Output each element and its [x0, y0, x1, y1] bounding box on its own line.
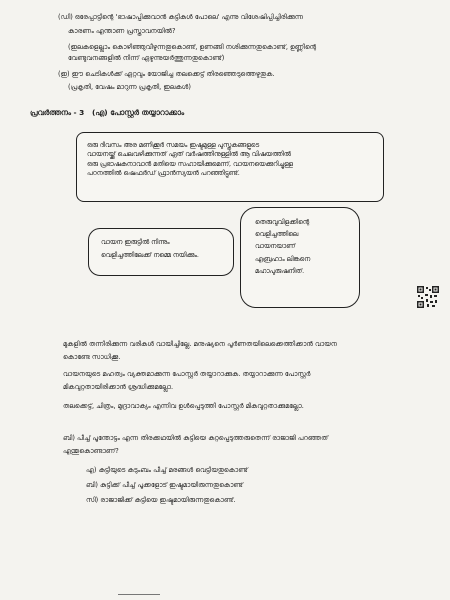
- question-d-options: (പ്രകൃതി, വേഷം മാറുന്ന പ്രകൃതി, ഇലകൾ): [68, 83, 191, 91]
- quote-left-line: വെളിച്ചത്തിലേക്ക് നമ്മെ നയിക്കും.: [101, 251, 199, 260]
- quote-box-main: [76, 132, 384, 202]
- quote-main-line: ഒരു ദിവസം അര മണിക്കൂർ സമയം ഇഷ്ടമുള്ള പുസ്തകങ്ങളുടെ: [87, 141, 260, 149]
- question-c: (ഡി) ഒരേപ്പാട്ടിന്റെ 'ഭാഷാപ്പിക്കുവാൻ കുട്ടികൾ പോലെ' എന്നു വിശേഷിപ്പിച്ചിരിക്കുന്ന: [58, 13, 304, 21]
- question-b: ബി) പീച്ച് പൂന്തോട്ടം എന്ന തിരക്കഥയിൽ കുട്ടിയെ കുറ്റപ്പെടുത്തരുതെന്ന് രാജാജി പറഞ്ഞത്: [63, 434, 329, 442]
- question-c-options: (ഇലകളെല്ലാം കൊഴിഞ്ഞുവീഴുന്നതുകൊണ്ട്, ഉണങ്ങി നശിക്കുന്നതുകൊണ്ട്, ഉണ്ണിന്റെ: [68, 43, 317, 51]
- question-c-line2: കാരണം എന്താണ പ്രസ്താവനയിൽ?: [68, 27, 176, 35]
- activity-heading: [30, 108, 184, 117]
- body-paragraph-1: മുകളിൽ തന്നിരിക്കുന്ന വരികൾ വായിച്ചില്ലേ. മനുഷ്യനെ പൂർണതയിലെക്കെത്തിക്കാൻ വായന: [63, 340, 338, 348]
- quote-right-line: വായനയാണ്: [255, 242, 296, 251]
- body-paragraph-1-line2: കൊണ്ടേ സാധിക്കൂ.: [63, 353, 121, 361]
- quote-right-line: വെളിച്ചത്തിലെ: [255, 230, 299, 239]
- question-b-option-c: സി) രാജാജിക്ക് കുട്ടിയെ ഇഷ്ടമായിരുന്നതുകൊണ്ട്.: [86, 496, 236, 504]
- body-paragraph-2: വായനയുടെ മഹത്വം വ്യക്തമാക്കുന്ന പോസ്റ്റർ തയ്യാറാക്കുക. തയ്യാറാക്കുന്ന പോസ്റ്റർ: [63, 370, 311, 378]
- activity-label: പ്രവർത്തനം - 3: [30, 108, 85, 117]
- quote-main-line: ഒരു പ്രഭാഷകനാവാൻ മതിയെ സഹായിക്കുമെന്ന്, വായനയെക്കുറിച്ചുള്ള: [87, 159, 293, 168]
- body-paragraph-2-line2: മികവുറ്റതായിരിക്കാൻ ശ്രദ്ധിക്കുമല്ലോ.: [63, 383, 174, 391]
- question-b-option-b: ബി) കുട്ടിക്ക് പീച്ച് പൂക്കളോട് ഇഷ്ടമായിരുന്നതുകൊണ്ട്: [86, 481, 243, 489]
- activity-title: (എ) പോസ്റ്റർ തയ്യാറാക്കാം: [92, 108, 185, 117]
- question-d: (ഇ) ഈ ചെടികൾക്ക് ഏറ്റവും യോജിച്ച തലക്കെട്ട് തിരഞ്ഞെടുത്തെഴുതുക.: [58, 70, 275, 78]
- body-paragraph-3: തലക്കെട്ട്, ചിത്രം, മുദ്രാവാക്യം എന്നിവ ഉൾപ്പെടുത്തി പോസ്റ്റർ മികവുറ്റതാക്കുമല്ലോ.: [63, 402, 304, 410]
- quote-left-line: വായന ഇരുട്ടിൽ നിന്നും: [101, 238, 170, 246]
- quote-main-line: പഠനത്തിൽ ഷെഫർഡ് ഫ്രാൻസ്യയൻ പറഞ്ഞിട്ടുണ്ട്.: [87, 168, 240, 177]
- quote-box-right: [240, 207, 360, 308]
- quote-right-line: എബ്രഹാം ലിങ്കനെ: [255, 254, 311, 263]
- question-c-options-line2: വേണ്ടുവനങ്ങളിൽ നിന്ന് ഏഴുന്നുയർത്തുന്നതുകൊണ്ട്): [68, 54, 225, 62]
- qr-code-icon: [417, 286, 439, 308]
- question-b-option-a: എ) കുട്ടിയുടെ കുടുംബം പീച്ച് മരങ്ങൾ വെട്ടിയതുകൊണ്ട്: [86, 466, 248, 474]
- quote-main-line: വായനയ്ക്ക് ചെലവഴിക്കുന്നത് ഏത് വർഷത്തിനുള്ളിൽ ആ വിഷയത്തിൽ: [87, 150, 291, 159]
- quote-right-line: തെരുവുവിളക്കിന്റെ: [255, 218, 310, 226]
- quote-right-line: മഹാപുരുഷനിത്.: [255, 266, 305, 275]
- question-b-line2: എന്തുകൊണ്ടാണ്?: [63, 447, 119, 455]
- bottom-mark: [118, 594, 160, 595]
- quote-box-left: [88, 228, 234, 276]
